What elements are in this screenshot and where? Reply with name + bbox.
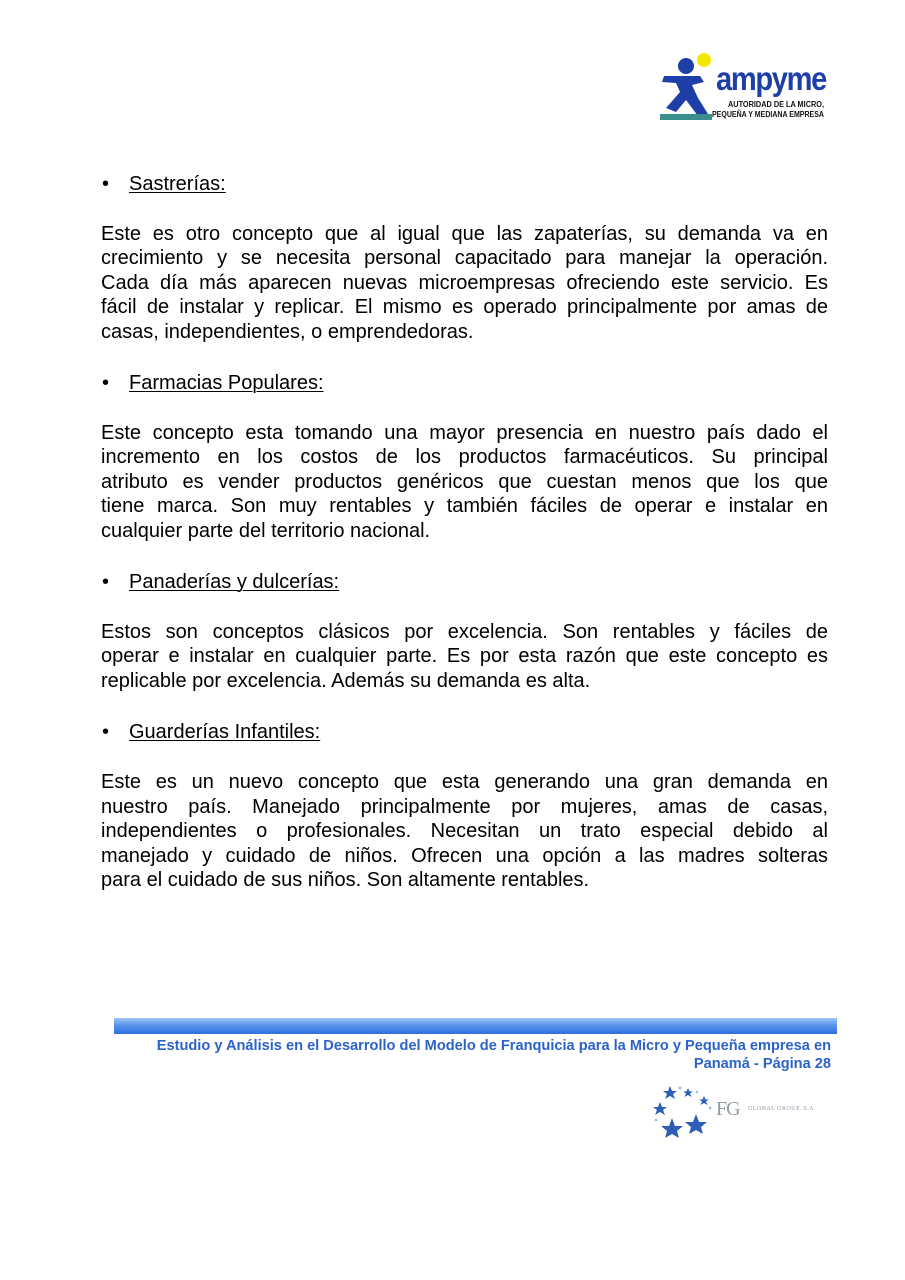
bullet-heading (101, 172, 828, 196)
paragraph-line: Estos son conceptos clásicos por excelencia. Son rentables y fáciles de (101, 621, 828, 644)
paragraph-line: nuestro país. Manejado principalmente por mujeres, amas de casas, (101, 795, 828, 818)
section-paragraph (101, 421, 828, 543)
paragraph-line: manejado y cuidado de niños. Ofrecen una opción a las madres solteras (101, 844, 828, 867)
ampyme-subtitle-line2: PEQUEÑA Y MEDIANA EMPRESA (712, 110, 825, 119)
paragraph-line: operar e instalar en cualquier parte. Es por esta razón que este concepto es (101, 645, 828, 668)
section-paragraph (101, 222, 828, 344)
fg-subtitle: GLOBAL GROUP, S.A. (748, 1106, 816, 1112)
stars-ring-icon (652, 1084, 716, 1138)
paragraph-line: crecimiento y se necesita personal capacitado para manejar la operación. (101, 247, 828, 270)
paragraph-line: independientes o profesionales. Necesitan un trato especial debido al (101, 820, 828, 843)
bullet-icon: • (102, 721, 110, 744)
paragraph-line: Este es otro concepto que al igual que las zapaterías, su demanda va en (101, 223, 828, 245)
paragraph-line: Cada día más aparecen nuevas microempresas ofreciendo este servicio. Es (101, 271, 828, 294)
bullet-icon: • (102, 173, 110, 195)
footer-line-1: Estudio y Análisis en el Desarrollo del Modelo de Franquicia para la Micro y Pequeña empresa en (156, 1038, 831, 1054)
bullet-heading (101, 570, 828, 594)
fg-global-group-logo (652, 1084, 822, 1138)
ampyme-brand-text: ampyme (716, 60, 828, 97)
footer-gradient-bar (114, 1018, 837, 1034)
section-heading: Guarderías Infantiles: (129, 721, 321, 744)
paragraph-line: atributo es vender productos genéricos que cuestan menos que los que (101, 470, 828, 493)
paragraph-line: replicable por excelencia. Además su demanda es alta. (101, 669, 591, 692)
section-sastrerias (101, 172, 828, 344)
paragraph-line: para el cuidado de sus niños. Son altamente rentables. (101, 868, 590, 891)
footer-line-2: Panamá - Página 28 (693, 1056, 831, 1072)
paragraph-line: incremento en los costos de los productos farmacéuticos. Su principal (101, 446, 828, 469)
paragraph-line: casas, independientes, o emprendedoras. (101, 320, 474, 343)
section-heading: Panaderías y dulcerías: (129, 571, 340, 594)
document-body (101, 172, 828, 919)
section-paragraph (101, 770, 828, 892)
paragraph-line: cualquier parte del territorio nacional. (101, 519, 431, 542)
section-farmacias (101, 371, 828, 543)
ampyme-figure-icon (656, 52, 828, 124)
ampyme-logo (656, 52, 828, 124)
paragraph-line: tiene marca. Son muy rentables y también fáciles de operar e instalar en (101, 495, 828, 518)
footer-caption (114, 1037, 831, 1073)
paragraph-line: Este es un nuevo concepto que esta generando una gran demanda en (101, 771, 828, 794)
section-panaderias (101, 570, 828, 693)
section-heading: Farmacias Populares: (129, 372, 324, 395)
bullet-icon: • (102, 571, 110, 594)
section-guarderias (101, 720, 828, 892)
bullet-heading (101, 720, 828, 744)
section-paragraph (101, 620, 828, 693)
section-heading: Sastrerías: (129, 173, 226, 195)
paragraph-line: fácil de instalar y replicar. El mismo es operado principalmente por amas de (101, 296, 828, 319)
ampyme-subtitle-line1: AUTORIDAD DE LA MICRO, (728, 100, 824, 109)
bullet-heading (101, 371, 828, 395)
bullet-icon: • (102, 372, 110, 395)
paragraph-line: Este concepto esta tomando una mayor presencia en nuestro país dado el (101, 422, 828, 445)
fg-letters: FG (716, 1098, 740, 1120)
